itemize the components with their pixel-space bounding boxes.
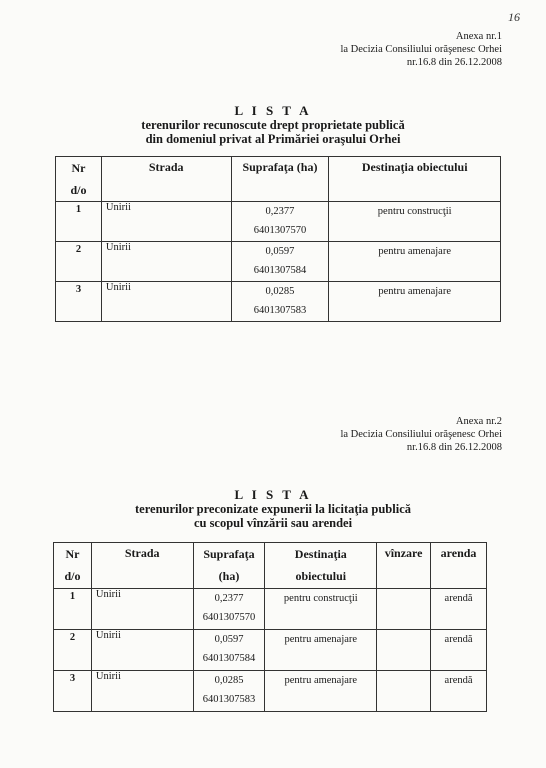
row-destinatia: pentru amenajare xyxy=(329,242,501,282)
header-nr: Nr d/o xyxy=(56,157,102,202)
row-vinzare xyxy=(377,589,431,630)
row-strada: Unirii xyxy=(101,242,231,282)
table-row xyxy=(56,242,501,282)
row-strada: Unirii xyxy=(101,282,231,322)
table-header-row xyxy=(56,157,501,202)
header-destinatia: Destinaţia obiectului xyxy=(265,543,377,589)
list-2-subtitle-1: terenurilor preconizate expunerii la licitaţia publică xyxy=(134,502,411,516)
header-suprafata: Suprafaţa (ha) xyxy=(193,543,265,589)
row-nr: 2 xyxy=(54,630,92,671)
list-1-title-block xyxy=(0,104,546,146)
row-suprafata: 0,0597 6401307584 xyxy=(193,630,265,671)
row-vinzare xyxy=(377,671,431,712)
list-1-table xyxy=(55,156,501,322)
header-suprafata: Suprafaţa (ha) xyxy=(231,157,329,202)
table-row xyxy=(54,630,487,671)
table-row xyxy=(54,671,487,712)
row-destinatia: pentru construcţii xyxy=(329,202,501,242)
annex-2-header xyxy=(340,415,502,454)
row-arenda: arendă xyxy=(431,589,487,630)
list-2-title-block xyxy=(0,488,546,530)
annex-2-decision: la Decizia Consiliului orăşenesc Orhei xyxy=(340,429,502,440)
annex-2-number: Anexa nr.2 xyxy=(455,416,502,427)
row-nr: 3 xyxy=(56,282,102,322)
row-suprafata: 0,0285 6401307583 xyxy=(193,671,265,712)
row-destinatia: pentru amenajare xyxy=(329,282,501,322)
row-destinatia: pentru amenajare xyxy=(265,630,377,671)
annex-1-date: nr.16.8 din 26.12.2008 xyxy=(406,57,502,68)
list-2-table xyxy=(53,542,487,712)
row-strada: Unirii xyxy=(101,202,231,242)
row-suprafata: 0,2377 6401307570 xyxy=(231,202,329,242)
row-suprafata: 0,2377 6401307570 xyxy=(193,589,265,630)
row-strada: Unirii xyxy=(91,671,193,712)
header-strada: Strada xyxy=(91,543,193,589)
row-suprafata: 0,0597 6401307584 xyxy=(231,242,329,282)
table-row xyxy=(56,202,501,242)
row-nr: 3 xyxy=(54,671,92,712)
row-arenda: arendă xyxy=(431,630,487,671)
annex-1-number: Anexa nr.1 xyxy=(455,31,502,42)
list-1-title: L I S T A xyxy=(234,103,312,118)
row-destinatia: pentru amenajare xyxy=(265,671,377,712)
list-1-subtitle-2: din domeniul privat al Primăriei oraşului Orhei xyxy=(145,132,401,146)
header-nr: Nr d/o xyxy=(54,543,92,589)
table-row xyxy=(54,589,487,630)
header-arenda: arenda xyxy=(431,543,487,589)
table-header-row xyxy=(54,543,487,589)
row-nr: 2 xyxy=(56,242,102,282)
row-arenda: arendă xyxy=(431,671,487,712)
list-1-subtitle-1: terenurilor recunoscute drept proprietate publică xyxy=(141,118,405,132)
list-2-title: L I S T A xyxy=(234,487,312,502)
header-vinzare: vînzare xyxy=(377,543,431,589)
row-strada: Unirii xyxy=(91,589,193,630)
row-suprafata: 0,0285 6401307583 xyxy=(231,282,329,322)
header-strada: Strada xyxy=(101,157,231,202)
page-number: 16 xyxy=(508,10,520,24)
header-destinatia: Destinaţia obiectului xyxy=(329,157,501,202)
annex-2-date: nr.16.8 din 26.12.2008 xyxy=(406,442,502,453)
annex-1-header xyxy=(340,30,502,69)
row-destinatia: pentru construcţii xyxy=(265,589,377,630)
annex-1-decision: la Decizia Consiliului orăşenesc Orhei xyxy=(340,44,502,55)
list-2-subtitle-2: cu scopul vînzării sau arendei xyxy=(193,516,353,530)
row-nr: 1 xyxy=(54,589,92,630)
row-vinzare xyxy=(377,630,431,671)
row-nr: 1 xyxy=(56,202,102,242)
row-strada: Unirii xyxy=(91,630,193,671)
table-row xyxy=(56,282,501,322)
